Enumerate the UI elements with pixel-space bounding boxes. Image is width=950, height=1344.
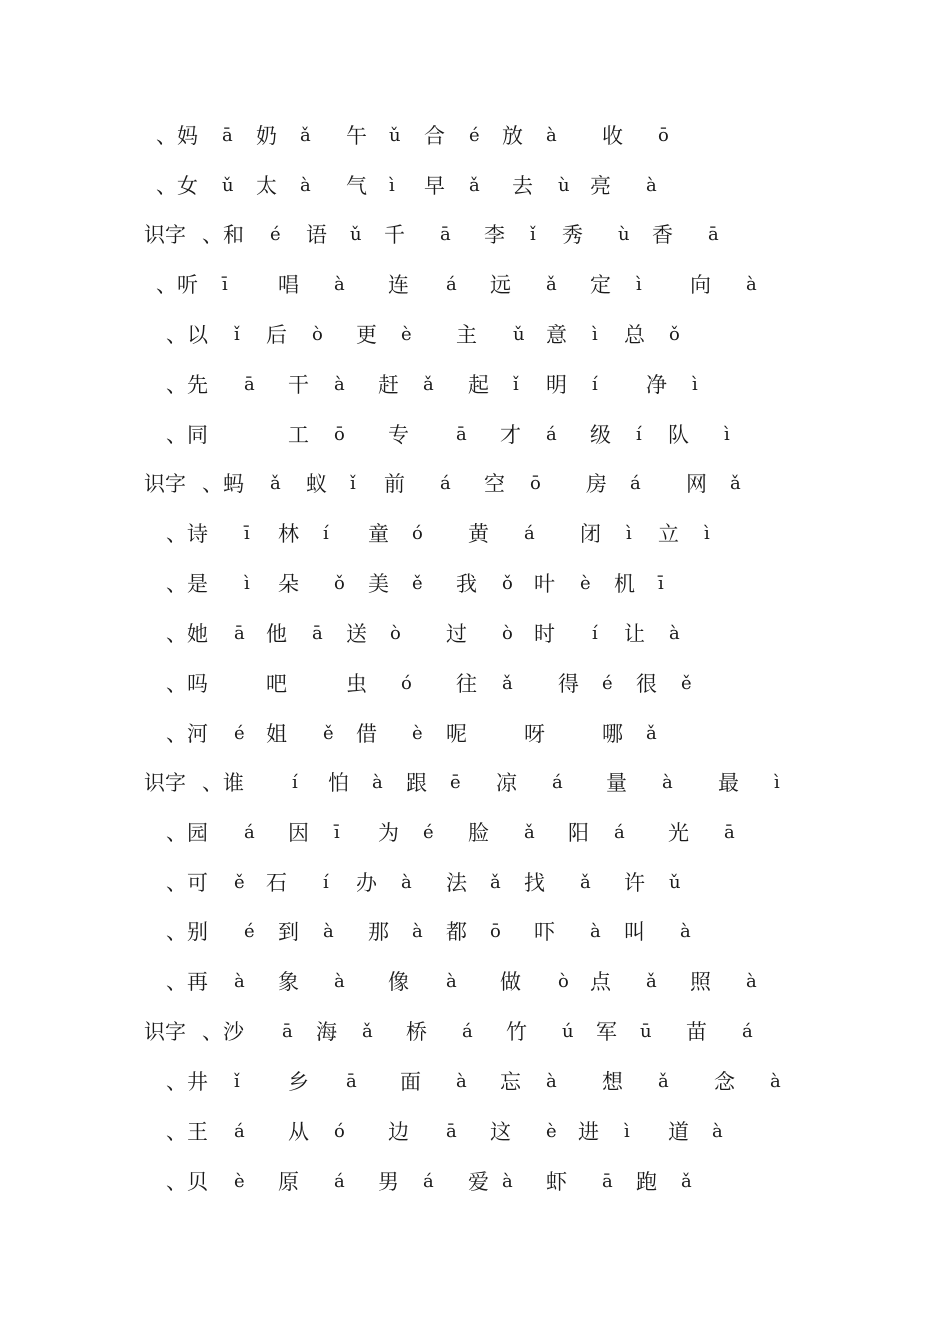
chinese-text: 唱 — [278, 273, 299, 297]
chinese-text: 想 — [602, 1070, 623, 1094]
chinese-text: 从 — [288, 1120, 309, 1144]
pinyin-tone: à — [712, 1121, 723, 1142]
pinyin-tone: í — [636, 424, 642, 445]
pinyin-tone: ǒ — [334, 573, 345, 594]
pinyin-tone: ā — [282, 1021, 293, 1042]
chinese-text: 朵 — [278, 572, 299, 596]
chinese-text: 闭 — [580, 522, 601, 546]
chinese-text: 、谁 — [202, 771, 244, 795]
chinese-text: 哪 — [602, 722, 623, 746]
chinese-text: 、再 — [166, 970, 208, 994]
chinese-text: 意 — [546, 323, 567, 347]
chinese-text: 识字 — [144, 223, 186, 247]
chinese-text: 做 — [500, 970, 521, 994]
chinese-text: 、井 — [166, 1070, 208, 1094]
chinese-text: 定 — [590, 273, 611, 297]
pinyin-tone: ā — [446, 1121, 457, 1142]
pinyin-tone: ō — [658, 125, 669, 146]
chinese-text: 念 — [714, 1070, 735, 1094]
pinyin-tone: ā — [708, 224, 719, 245]
text-line — [0, 1012, 950, 1052]
pinyin-tone: ǔ — [389, 125, 401, 146]
chinese-text: 很 — [636, 672, 657, 696]
chinese-text: 脸 — [468, 821, 489, 845]
pinyin-tone: ī — [658, 573, 664, 594]
chinese-text: 、王 — [166, 1120, 208, 1144]
chinese-text: 得 — [558, 672, 579, 696]
chinese-text: 边 — [388, 1120, 409, 1144]
pinyin-tone: è — [234, 1171, 245, 1192]
chinese-text: 海 — [316, 1020, 337, 1044]
pinyin-tone: à — [590, 921, 601, 942]
pinyin-tone: á — [524, 523, 535, 544]
chinese-text: 吓 — [534, 920, 555, 944]
pinyin-tone: ē — [450, 772, 461, 793]
chinese-text: 、可 — [166, 871, 208, 895]
chinese-text: 太 — [256, 174, 277, 198]
chinese-text: 进 — [578, 1120, 599, 1144]
chinese-text: 李 — [484, 223, 505, 247]
chinese-text: 后 — [266, 323, 287, 347]
pinyin-tone: ī — [334, 822, 340, 843]
chinese-text: 怕 — [328, 771, 349, 795]
chinese-text: 、别 — [166, 920, 208, 944]
pinyin-tone: ǎ — [469, 175, 480, 196]
pinyin-tone: í — [592, 374, 598, 395]
chinese-text: 、蚂 — [202, 472, 244, 496]
chinese-text: 为 — [378, 821, 399, 845]
chinese-text: 军 — [596, 1020, 617, 1044]
chinese-text: 像 — [388, 970, 409, 994]
pinyin-tone: ì — [592, 324, 598, 345]
pinyin-tone: à — [372, 772, 383, 793]
pinyin-tone: ī — [222, 274, 228, 295]
pinyin-tone: á — [423, 1171, 434, 1192]
pinyin-tone: í — [323, 523, 329, 544]
chinese-text: 忘 — [500, 1070, 521, 1094]
chinese-text: 、女 — [156, 174, 198, 198]
pinyin-tone: ì — [626, 523, 632, 544]
chinese-text: 、和 — [202, 223, 244, 247]
pinyin-tone: ǎ — [658, 1071, 669, 1092]
pinyin-tone: ì — [389, 175, 395, 196]
chinese-text: 这 — [490, 1120, 511, 1144]
pinyin-tone: à — [646, 175, 657, 196]
pinyin-tone: ó — [401, 673, 412, 694]
chinese-text: 才 — [500, 423, 521, 447]
pinyin-tone: à — [323, 921, 334, 942]
chinese-text: 主 — [456, 323, 477, 347]
chinese-text: 起 — [468, 373, 489, 397]
pinyin-tone: à — [234, 971, 245, 992]
chinese-text: 量 — [606, 771, 627, 795]
pinyin-tone: é — [234, 723, 245, 744]
chinese-text: 午 — [346, 124, 367, 148]
chinese-text: 、同 — [166, 423, 208, 447]
pinyin-tone: ǎ — [423, 374, 434, 395]
pinyin-tone: ě — [323, 723, 334, 744]
pinyin-tone: à — [546, 125, 557, 146]
chinese-text: 他 — [266, 622, 287, 646]
pinyin-tone: ō — [530, 473, 541, 494]
chinese-text: 办 — [356, 871, 377, 895]
pinyin-tone: á — [440, 473, 451, 494]
pinyin-tone: ǐ — [234, 1071, 240, 1092]
pinyin-tone: ǎ — [646, 723, 657, 744]
chinese-text: 找 — [524, 871, 545, 895]
chinese-text: 石 — [266, 871, 287, 895]
pinyin-tone: à — [334, 374, 345, 395]
pinyin-tone: ǎ — [490, 872, 501, 893]
chinese-text: 蚁 — [306, 472, 327, 496]
chinese-text: 、诗 — [166, 522, 208, 546]
pinyin-tone: ō — [490, 921, 501, 942]
text-line — [0, 464, 950, 504]
chinese-text: 、园 — [166, 821, 208, 845]
pinyin-tone: ò — [390, 623, 401, 644]
chinese-text: 跟 — [406, 771, 427, 795]
chinese-text: 虫 — [346, 672, 367, 696]
pinyin-tone: ī — [244, 523, 250, 544]
text-line — [0, 265, 950, 305]
pinyin-tone: ǎ — [730, 473, 741, 494]
pinyin-tone: é — [469, 125, 480, 146]
pinyin-tone: á — [552, 772, 563, 793]
chinese-text: 最 — [718, 771, 739, 795]
text-line — [0, 614, 950, 654]
pinyin-tone: à — [334, 971, 345, 992]
pinyin-tone: ǎ — [646, 971, 657, 992]
chinese-text: 乡 — [288, 1070, 309, 1094]
pinyin-tone: à — [412, 921, 423, 942]
pinyin-tone: à — [456, 1071, 467, 1092]
chinese-text: 向 — [690, 273, 711, 297]
pinyin-tone: á — [446, 274, 457, 295]
pinyin-tone: à — [546, 1071, 557, 1092]
chinese-text: 过 — [446, 622, 467, 646]
pinyin-tone: à — [401, 872, 412, 893]
chinese-text: 空 — [484, 472, 505, 496]
text-line — [0, 116, 950, 156]
pinyin-tone: ǔ — [669, 872, 681, 893]
chinese-text: 亮 — [590, 174, 611, 198]
pinyin-tone: è — [412, 723, 423, 744]
chinese-text: 吧 — [266, 672, 287, 696]
pinyin-tone: ǐ — [513, 374, 519, 395]
pinyin-tone: á — [614, 822, 625, 843]
chinese-text: 道 — [668, 1120, 689, 1144]
chinese-text: 到 — [278, 920, 299, 944]
pinyin-tone: à — [770, 1071, 781, 1092]
pinyin-tone: ǎ — [362, 1021, 373, 1042]
pinyin-tone: é — [423, 822, 434, 843]
text-line — [0, 166, 950, 206]
chinese-text: 更 — [356, 323, 377, 347]
chinese-text: 识字 — [144, 771, 186, 795]
pinyin-tone: ó — [334, 1121, 345, 1142]
chinese-text: 干 — [288, 373, 309, 397]
pinyin-tone: ò — [558, 971, 569, 992]
chinese-text: 合 — [424, 124, 445, 148]
chinese-text: 阳 — [568, 821, 589, 845]
pinyin-tone: è — [401, 324, 412, 345]
chinese-text: 工 — [288, 423, 309, 447]
chinese-text: 秀 — [562, 223, 583, 247]
chinese-text: 总 — [624, 323, 645, 347]
chinese-text: 爱 — [468, 1170, 489, 1194]
pinyin-tone: ā — [346, 1071, 357, 1092]
pinyin-tone: á — [234, 1121, 245, 1142]
pinyin-tone: à — [680, 921, 691, 942]
chinese-text: 、听 — [156, 273, 198, 297]
chinese-text: 气 — [346, 174, 367, 198]
chinese-text: 时 — [534, 622, 555, 646]
chinese-text: 法 — [446, 871, 467, 895]
chinese-text: 原 — [278, 1170, 299, 1194]
pinyin-tone: ā — [222, 125, 233, 146]
chinese-text: 凉 — [496, 771, 517, 795]
pinyin-tone: á — [244, 822, 255, 843]
text-line — [0, 664, 950, 704]
chinese-text: 机 — [614, 572, 635, 596]
pinyin-tone: ǒ — [502, 573, 513, 594]
chinese-text: 跑 — [636, 1170, 657, 1194]
chinese-text: 、贝 — [166, 1170, 208, 1194]
pinyin-tone: ǎ — [300, 125, 311, 146]
chinese-text: 送 — [346, 622, 367, 646]
pinyin-tone: ā — [724, 822, 735, 843]
text-line — [0, 863, 950, 903]
chinese-text: 我 — [456, 572, 477, 596]
pinyin-tone: é — [602, 673, 613, 694]
chinese-text: 呀 — [524, 722, 545, 746]
chinese-text: 黄 — [468, 522, 489, 546]
pinyin-tone: ā — [244, 374, 255, 395]
pinyin-tone: á — [334, 1171, 345, 1192]
chinese-text: 远 — [490, 273, 511, 297]
chinese-text: 奶 — [256, 124, 277, 148]
chinese-text: 、先 — [166, 373, 208, 397]
pinyin-tone: à — [669, 623, 680, 644]
text-line — [0, 1112, 950, 1152]
pinyin-tone: à — [502, 1171, 513, 1192]
pinyin-tone: ò — [312, 324, 323, 345]
chinese-text: 让 — [624, 622, 645, 646]
pinyin-tone: ì — [692, 374, 698, 395]
pinyin-tone: í — [292, 772, 298, 793]
chinese-text: 因 — [288, 821, 309, 845]
pinyin-tone: á — [462, 1021, 473, 1042]
text-line — [0, 962, 950, 1002]
chinese-text: 专 — [388, 423, 409, 447]
pinyin-tone: ì — [636, 274, 642, 295]
pinyin-tone: ě — [412, 573, 423, 594]
chinese-text: 级 — [590, 423, 611, 447]
chinese-text: 象 — [278, 970, 299, 994]
pinyin-tone: ǎ — [502, 673, 513, 694]
chinese-text: 呢 — [446, 722, 467, 746]
pinyin-tone: ā — [602, 1171, 613, 1192]
chinese-text: 美 — [368, 572, 389, 596]
pinyin-tone: ǐ — [234, 324, 240, 345]
pinyin-tone: ā — [234, 623, 245, 644]
chinese-text: 叫 — [624, 920, 645, 944]
pinyin-tone: ì — [724, 424, 730, 445]
chinese-text: 、是 — [166, 572, 208, 596]
chinese-text: 桥 — [406, 1020, 427, 1044]
pinyin-tone: ì — [774, 772, 780, 793]
pinyin-tone: ǎ — [681, 1171, 692, 1192]
chinese-text: 早 — [424, 174, 445, 198]
text-line — [0, 415, 950, 455]
chinese-text: 房 — [586, 472, 607, 496]
chinese-text: 叶 — [534, 572, 555, 596]
chinese-text: 、沙 — [202, 1020, 244, 1044]
chinese-text: 明 — [546, 373, 567, 397]
text-line — [0, 813, 950, 853]
pinyin-tone: ǎ — [546, 274, 557, 295]
chinese-text: 连 — [388, 273, 409, 297]
chinese-text: 前 — [384, 472, 405, 496]
pinyin-tone: ì — [244, 573, 250, 594]
chinese-text: 那 — [368, 920, 389, 944]
chinese-text: 苗 — [686, 1020, 707, 1044]
chinese-text: 香 — [652, 223, 673, 247]
pinyin-tone: ǎ — [524, 822, 535, 843]
pinyin-tone: ú — [562, 1021, 574, 1042]
pinyin-tone: ò — [502, 623, 513, 644]
chinese-text: 立 — [658, 522, 679, 546]
chinese-text: 收 — [602, 124, 623, 148]
pinyin-tone: ì — [624, 1121, 630, 1142]
chinese-text: 竹 — [506, 1020, 527, 1044]
pinyin-tone: ǔ — [222, 175, 234, 196]
pinyin-tone: é — [270, 224, 281, 245]
text-line — [0, 1162, 950, 1202]
pinyin-tone: à — [300, 175, 311, 196]
pinyin-tone: ō — [334, 424, 345, 445]
chinese-text: 男 — [378, 1170, 399, 1194]
text-line — [0, 365, 950, 405]
text-line — [0, 564, 950, 604]
pinyin-tone: ū — [640, 1021, 652, 1042]
chinese-text: 点 — [590, 970, 611, 994]
pinyin-tone: á — [546, 424, 557, 445]
pinyin-tone: ě — [681, 673, 692, 694]
pinyin-tone: ǐ — [530, 224, 536, 245]
pinyin-tone: ǎ — [270, 473, 281, 494]
chinese-text: 语 — [306, 223, 327, 247]
chinese-text: 去 — [512, 174, 533, 198]
chinese-text: 净 — [646, 373, 667, 397]
pinyin-tone: à — [746, 274, 757, 295]
pinyin-tone: ě — [234, 872, 245, 893]
chinese-text: 林 — [278, 522, 299, 546]
pinyin-tone: ǐ — [350, 473, 356, 494]
chinese-text: 、她 — [166, 622, 208, 646]
text-line — [0, 714, 950, 754]
text-line — [0, 912, 950, 952]
pinyin-tone: á — [742, 1021, 753, 1042]
chinese-text: 往 — [456, 672, 477, 696]
pinyin-tone: ù — [618, 224, 630, 245]
text-line — [0, 315, 950, 355]
pinyin-tone: ǎ — [580, 872, 591, 893]
pinyin-tone: á — [630, 473, 641, 494]
chinese-text: 识字 — [144, 472, 186, 496]
text-line — [0, 514, 950, 554]
chinese-text: 、河 — [166, 722, 208, 746]
chinese-text: 千 — [384, 223, 405, 247]
chinese-text: 光 — [668, 821, 689, 845]
pinyin-tone: ā — [312, 623, 323, 644]
pinyin-tone: ǔ — [350, 224, 362, 245]
chinese-text: 童 — [368, 522, 389, 546]
pinyin-tone: ó — [412, 523, 423, 544]
pinyin-tone: é — [244, 921, 255, 942]
text-line — [0, 215, 950, 255]
pinyin-tone: ǔ — [513, 324, 525, 345]
chinese-text: 面 — [400, 1070, 421, 1094]
text-line — [0, 763, 950, 803]
pinyin-tone: ù — [558, 175, 570, 196]
chinese-text: 借 — [356, 722, 377, 746]
chinese-text: 识字 — [144, 1020, 186, 1044]
chinese-text: 、以 — [166, 323, 208, 347]
pinyin-tone: à — [662, 772, 673, 793]
text-line — [0, 1062, 950, 1102]
chinese-text: 网 — [686, 472, 707, 496]
pinyin-tone: à — [746, 971, 757, 992]
pinyin-tone: ā — [440, 224, 451, 245]
chinese-text: 虾 — [546, 1170, 567, 1194]
pinyin-tone: í — [323, 872, 329, 893]
pinyin-tone: è — [546, 1121, 557, 1142]
pinyin-tone: ā — [456, 424, 467, 445]
chinese-text: 、吗 — [166, 672, 208, 696]
chinese-text: 队 — [668, 423, 689, 447]
chinese-text: 、妈 — [156, 124, 198, 148]
chinese-text: 姐 — [266, 722, 287, 746]
chinese-text: 照 — [690, 970, 711, 994]
pinyin-tone: ì — [704, 523, 710, 544]
chinese-text: 赶 — [378, 373, 399, 397]
chinese-text: 放 — [502, 124, 523, 148]
pinyin-tone: à — [446, 971, 457, 992]
pinyin-tone: í — [592, 623, 598, 644]
chinese-text: 都 — [446, 920, 467, 944]
pinyin-tone: à — [334, 274, 345, 295]
pinyin-tone: ǒ — [669, 324, 680, 345]
chinese-text: 许 — [624, 871, 645, 895]
pinyin-tone: è — [580, 573, 591, 594]
